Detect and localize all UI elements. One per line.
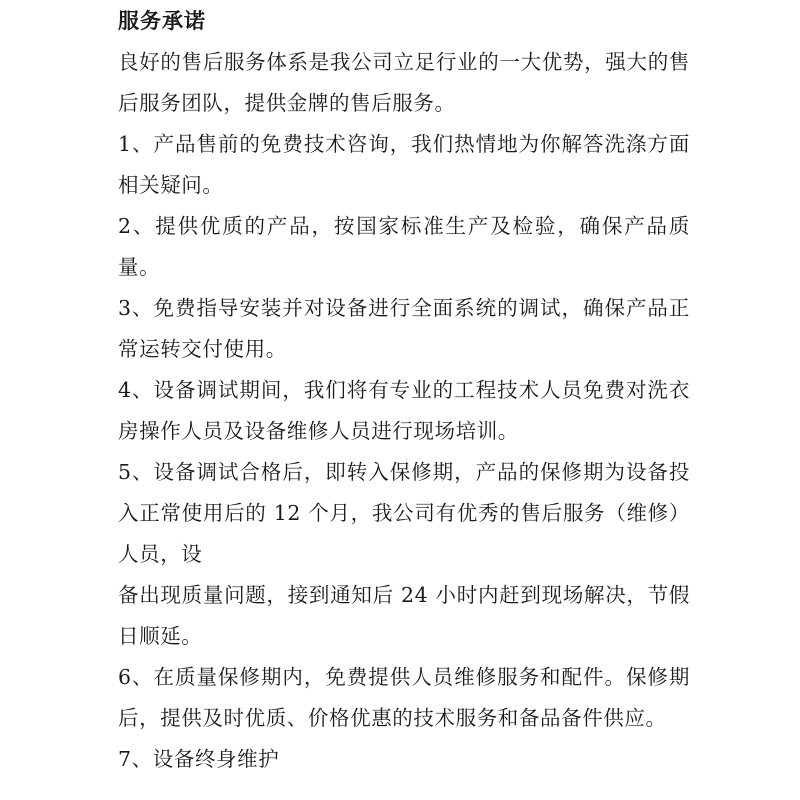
commitment-item-5: 5、设备调试合格后，即转入保修期，产品的保修期为设备投入正常使用后的 12 个月，我公司有优秀的售后服务（维修）人员，设 [118,460,690,566]
intro-paragraph: 良好的售后服务体系是我公司立足行业的一大优势，强大的售后服务团队，提供金牌的售后服务。 [118,50,690,115]
commitment-item-4: 4、设备调试期间，我们将有专业的工程技术人员免费对洗衣房操作人员及设备维修人员进行现场培训。 [118,378,690,443]
document-title: 服务承诺 [118,8,206,33]
commitment-item-3: 3、免费指导安装并对设备进行全面系统的调试，确保产品正常运转交付使用。 [118,296,690,361]
document-body [118,0,690,780]
commitment-item-2: 2、提供优质的产品，按国家标准生产及检验，确保产品质量。 [118,214,690,279]
commitment-item-1: 1、产品售前的免费技术咨询，我们热情地为你解答洗涤方面相关疑问。 [118,132,690,197]
commitment-item-5-continued: 备出现质量问题，接到通知后 24 小时内赶到现场解决，节假日顺延。 [118,583,690,648]
commitment-item-6: 6、在质量保修期内，免费提供人员维修服务和配件。保修期后，提供及时优质、价格优惠的技术服务和备品备件供应。 [118,665,690,730]
commitment-item-7: 7、设备终身维护 [118,747,280,771]
